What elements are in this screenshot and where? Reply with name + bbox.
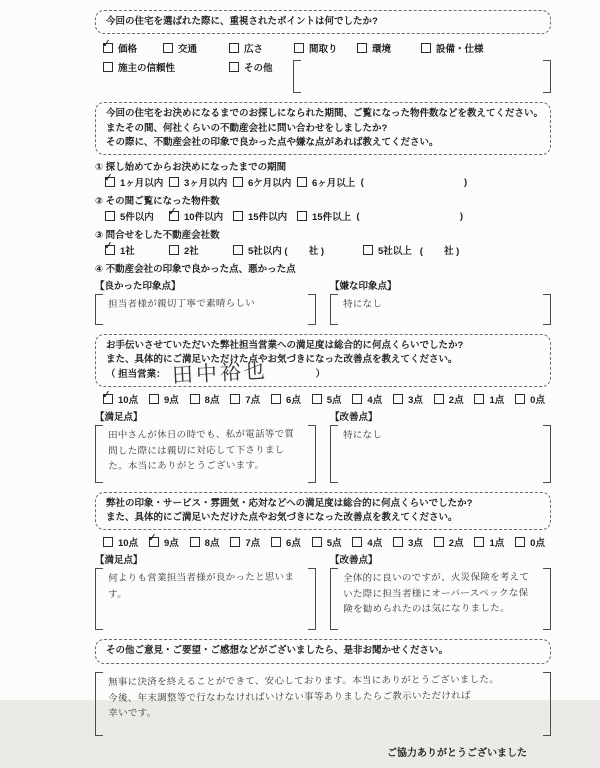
- score-label: 2点: [448, 394, 464, 406]
- blank-field: ( ): [355, 176, 468, 188]
- satisfaction-answer-box: [95, 568, 316, 630]
- q1-options-row2: [95, 60, 551, 93]
- checkbox-icon[interactable]: [233, 211, 243, 221]
- checkbox-label: 10件以内: [184, 212, 224, 223]
- question-3-box: [95, 334, 551, 387]
- question-1-box: [95, 10, 551, 34]
- checkbox-option[interactable]: [363, 243, 551, 257]
- checkbox-label: 1ヶ月以内: [120, 178, 164, 189]
- checkbox-option[interactable]: [421, 41, 551, 55]
- checkbox-option[interactable]: [105, 175, 169, 189]
- good-impression-column: [95, 278, 316, 325]
- improvement-column: [330, 552, 551, 630]
- blank-field: ( 社 ): [411, 246, 460, 257]
- question-3-line1: お手伝いさせていただいた弊社担当営業への満足度は総合的に何点くらいでしたか?: [106, 340, 464, 351]
- question-5-box: [95, 639, 551, 663]
- score-checkbox-option[interactable]: [434, 392, 464, 406]
- checkbox-icon[interactable]: [229, 43, 239, 53]
- score-label: 5点: [326, 394, 342, 406]
- checkbox-label: 5件以内: [120, 212, 154, 223]
- section-agent-satisfaction: [95, 334, 551, 483]
- comment-line1: 無事に決済を終えることができて、安心しております。本当にありがとうございました。: [108, 673, 500, 688]
- handwritten-agent-name: 田中裕也: [171, 359, 269, 387]
- q1-options-row1: [95, 41, 551, 55]
- checkbox-label: 15件以上: [312, 212, 352, 223]
- checkbox-label: 設備・仕様: [436, 44, 484, 56]
- checkbox-option[interactable]: [294, 41, 357, 55]
- checkbox-label: 施主の信頼性: [118, 63, 176, 75]
- score-label: 7点: [245, 538, 261, 550]
- satisfaction-column: [95, 552, 316, 630]
- checkbox-icon[interactable]: [230, 394, 240, 404]
- section-company-satisfaction: [95, 492, 551, 631]
- q3-answers: [95, 409, 551, 483]
- checkbox-icon[interactable]: [163, 43, 173, 53]
- q2-sub2-options: [95, 209, 551, 223]
- section-housing-points: [95, 10, 551, 93]
- score-label: 10点: [118, 394, 139, 406]
- thank-you-note: ご協力ありがとうございました: [387, 747, 527, 759]
- q4-answers: [95, 552, 551, 630]
- score-checkbox-option[interactable]: [312, 535, 342, 549]
- q2-sub1-label: ① 探し始めてからお決めになったまでの期間: [95, 162, 287, 173]
- checkbox-icon[interactable]: [103, 62, 113, 72]
- checkbox-icon[interactable]: [105, 211, 115, 221]
- score-checkbox-option[interactable]: [352, 392, 382, 406]
- q2-answers: [95, 278, 551, 325]
- checkbox-label: 1社: [120, 246, 135, 257]
- score-checkbox-option[interactable]: [271, 392, 301, 406]
- score-checkbox-option[interactable]: [230, 535, 260, 549]
- checkbox-icon[interactable]: [352, 394, 362, 404]
- checkbox-icon[interactable]: [233, 245, 243, 255]
- checkbox-option[interactable]: [169, 243, 233, 257]
- checkbox-label: 交通: [178, 44, 198, 56]
- blank-field: ( ): [351, 210, 463, 222]
- checkbox-label: その他: [244, 63, 273, 75]
- bad-impression-answer-box: [330, 294, 551, 325]
- checkbox-label: 5社以上: [378, 246, 412, 257]
- checkbox-option[interactable]: [233, 243, 363, 257]
- handwritten-answer: 田中さんが休日の時でも、私が電話等で質問した際には親切に対応して下さりました。本当にありがとうございます。: [108, 428, 295, 473]
- checkbox-icon[interactable]: [312, 537, 322, 547]
- question-1-title: 今回の住宅を選ばれた際に、重視されたポイントは何でしたか?: [106, 16, 378, 27]
- question-2-line1: 今回の住宅をお決めになるまでのお探しになられた期間、ご覧になった物件数などを教えてください。: [106, 108, 544, 120]
- satisfaction-column: [95, 409, 316, 483]
- checkbox-label: 広さ: [244, 44, 264, 56]
- agent-suffix: ）: [315, 368, 326, 380]
- checkbox-icon[interactable]: [271, 537, 281, 547]
- score-label: 0点: [530, 538, 545, 550]
- score-label: 1点: [489, 394, 505, 406]
- checkbox-option[interactable]: [233, 209, 297, 223]
- score-label: 10点: [118, 538, 139, 550]
- checkbox-icon[interactable]: [103, 43, 113, 53]
- question-4-line1: 弊社の印象・サービス・雰囲気・応対などへの満足度は総合的に何点くらいでしたか?: [106, 497, 473, 509]
- improvement-label: 【改善点】: [330, 555, 378, 567]
- checkbox-label: 3ヶ月以内: [184, 178, 228, 189]
- q2-sub2-label: ② その間ご覧になった物件数: [95, 196, 220, 207]
- satisfaction-label: 【満足点】: [95, 555, 143, 567]
- checkbox-label: 環境: [372, 44, 392, 56]
- score-checkbox-option[interactable]: [190, 535, 220, 549]
- checkbox-icon[interactable]: [233, 177, 243, 187]
- checkbox-label: 6ヶ月以上: [312, 178, 356, 189]
- score-label: 8点: [204, 394, 220, 406]
- checkbox-label: 2社: [184, 246, 199, 257]
- checkbox-icon[interactable]: [105, 177, 115, 187]
- checkbox-option[interactable]: [105, 209, 169, 223]
- checkbox-icon[interactable]: [105, 245, 115, 255]
- checkbox-option[interactable]: [169, 209, 233, 223]
- checkbox-icon[interactable]: [169, 211, 179, 221]
- q2-sub1-options: [95, 175, 551, 189]
- handwritten-answer: 特になし: [343, 429, 383, 441]
- score-label: 3点: [408, 394, 423, 406]
- checkbox-icon[interactable]: [434, 537, 444, 547]
- survey-content: [95, 10, 551, 768]
- satisfaction-label: 【満足点】: [95, 411, 143, 423]
- score-label: 4点: [367, 538, 383, 550]
- score-label: 0点: [530, 394, 545, 406]
- question-5-title: その他ご意見・ご要望・ご感想などがございましたら、是非お聞かせください。: [106, 645, 449, 657]
- question-2-box: [95, 102, 551, 155]
- score-checkbox-option[interactable]: [515, 535, 545, 549]
- other-comments-answer-box: [95, 672, 551, 736]
- checkbox-icon[interactable]: [294, 43, 304, 53]
- score-checkbox-option[interactable]: [190, 392, 220, 406]
- improvement-answer-box: [330, 568, 551, 630]
- checkbox-icon[interactable]: [363, 245, 373, 255]
- bad-impression-column: [330, 278, 551, 325]
- q2-sub3-label: ③ 問合せをした不動産会社数: [95, 230, 220, 241]
- checkbox-option[interactable]: [105, 243, 169, 257]
- question-3-line2: また、具体的にご満足いただけた点やお気づきになった改善点を教えてください。: [106, 354, 458, 366]
- checkbox-icon[interactable]: [297, 177, 307, 187]
- score-label: 8点: [204, 538, 220, 550]
- checkbox-icon[interactable]: [393, 394, 403, 404]
- checkbox-option[interactable]: [229, 41, 294, 55]
- checkbox-label: 間取り: [309, 44, 338, 56]
- checkbox-option[interactable]: [297, 209, 551, 223]
- q4-score-options: [95, 535, 551, 549]
- score-checkbox-option[interactable]: [103, 392, 138, 406]
- section-other-comments: [95, 639, 551, 758]
- checkbox-option[interactable]: [233, 175, 297, 189]
- q3-score-options: [95, 392, 551, 406]
- satisfaction-answer-box: [95, 425, 316, 483]
- agent-prefix: （ 担当営業：: [106, 368, 166, 380]
- comment-line3: 幸いです。: [108, 707, 157, 719]
- comment-line2: 今後、年末調整等で行なわなければいけない事等ありましたらご教示いただければ: [108, 689, 471, 704]
- checkbox-label: 5社以内: [248, 246, 282, 257]
- checkbox-icon[interactable]: [149, 537, 159, 547]
- score-checkbox-option[interactable]: [474, 535, 504, 549]
- other-answer-area: [293, 60, 551, 93]
- checkbox-icon[interactable]: [169, 245, 179, 255]
- checkbox-icon[interactable]: [190, 537, 200, 547]
- checkbox-icon[interactable]: [515, 394, 525, 404]
- checkbox-option[interactable]: [103, 60, 229, 74]
- score-checkbox-option[interactable]: [515, 392, 545, 406]
- handwritten-answer: 何よりも営業担当者様が良かったと思います。: [108, 571, 295, 600]
- question-2-line2: またその間、何社くらいの不動産会社に問い合わせをしましたか?: [106, 122, 388, 134]
- score-checkbox-option[interactable]: [352, 535, 382, 549]
- checkbox-icon[interactable]: [352, 537, 362, 547]
- checkbox-icon[interactable]: [103, 537, 113, 547]
- checkbox-label: 15件以内: [248, 212, 288, 223]
- checkbox-icon[interactable]: [190, 394, 200, 404]
- improvement-column: [330, 409, 551, 483]
- checkbox-option[interactable]: [169, 175, 233, 189]
- checkbox-icon[interactable]: [149, 394, 159, 404]
- good-impression-label: 【良かった印象点】: [95, 281, 181, 292]
- handwritten-answer: 特になし: [343, 298, 383, 310]
- handwritten-answer: 全体的に良いのですが、火災保険を考えていた際に担当者様にオーバースペックな保険を勧められたのは気になりました。: [343, 571, 530, 616]
- score-checkbox-option[interactable]: [393, 535, 423, 549]
- score-label: 1点: [489, 538, 505, 550]
- checkbox-label: 価格: [118, 44, 138, 56]
- checkbox-option[interactable]: [297, 175, 551, 189]
- section-search-period: [95, 102, 551, 325]
- good-impression-answer-box: [95, 294, 316, 325]
- checkbox-icon[interactable]: [312, 394, 322, 404]
- score-label: 9点: [163, 394, 179, 406]
- score-checkbox-option[interactable]: [271, 535, 301, 549]
- improvement-label: 【改善点】: [330, 411, 378, 423]
- checkbox-icon[interactable]: [474, 537, 484, 547]
- score-label: 5点: [326, 538, 342, 550]
- checkbox-icon[interactable]: [229, 62, 239, 72]
- question-4-box: [95, 492, 551, 531]
- score-checkbox-option[interactable]: [393, 392, 423, 406]
- checkbox-option[interactable]: [229, 60, 291, 74]
- checkbox-icon[interactable]: [474, 394, 484, 404]
- score-label: 9点: [163, 538, 179, 550]
- checkbox-option[interactable]: [103, 41, 163, 55]
- checkbox-icon[interactable]: [297, 211, 307, 221]
- checkbox-icon[interactable]: [230, 537, 240, 547]
- checkbox-option[interactable]: [163, 41, 229, 55]
- score-label: 6点: [286, 394, 301, 406]
- checkbox-icon[interactable]: [434, 394, 444, 404]
- improvement-answer-box: [330, 425, 551, 483]
- score-label: 4点: [367, 394, 383, 406]
- q2-sub4-label: ④ 不動産会社の印象で良かった点、悪かった点: [95, 264, 296, 275]
- checkbox-icon[interactable]: [421, 43, 431, 53]
- checkbox-icon[interactable]: [515, 537, 525, 547]
- handwritten-answer: [108, 672, 538, 722]
- bad-impression-label: 【嫌な印象点】: [330, 281, 397, 292]
- checkbox-icon[interactable]: [169, 177, 179, 187]
- q2-sub3-options: [95, 243, 551, 257]
- checkbox-icon[interactable]: [357, 43, 367, 53]
- checkbox-icon[interactable]: [103, 394, 113, 404]
- checkbox-label: 6ケ月以内: [248, 178, 292, 189]
- score-checkbox-option[interactable]: [103, 535, 138, 549]
- score-label: 7点: [245, 394, 261, 406]
- score-label: 6点: [286, 538, 301, 550]
- checkbox-icon[interactable]: [393, 537, 403, 547]
- score-checkbox-option[interactable]: [149, 392, 179, 406]
- score-checkbox-option[interactable]: [474, 392, 504, 406]
- checkbox-option[interactable]: [357, 41, 421, 55]
- score-checkbox-option[interactable]: [230, 392, 260, 406]
- blank-field: ( 社 ): [281, 246, 325, 257]
- score-checkbox-option[interactable]: [312, 392, 342, 406]
- score-label: 3点: [408, 538, 423, 550]
- checkbox-icon[interactable]: [271, 394, 281, 404]
- score-checkbox-option[interactable]: [149, 535, 179, 549]
- question-4-line2: また、具体的にご満足いただけた点やお気づきになった改善点を教えてください。: [106, 512, 458, 524]
- score-checkbox-option[interactable]: [434, 535, 464, 549]
- question-2-line3: その際に、不動産会社の印象で良かった点や嫌な点があれば教えてください。: [106, 136, 439, 148]
- score-label: 2点: [448, 538, 464, 550]
- handwritten-answer: 担当者様が親切丁寧で素晴らしい: [108, 297, 256, 310]
